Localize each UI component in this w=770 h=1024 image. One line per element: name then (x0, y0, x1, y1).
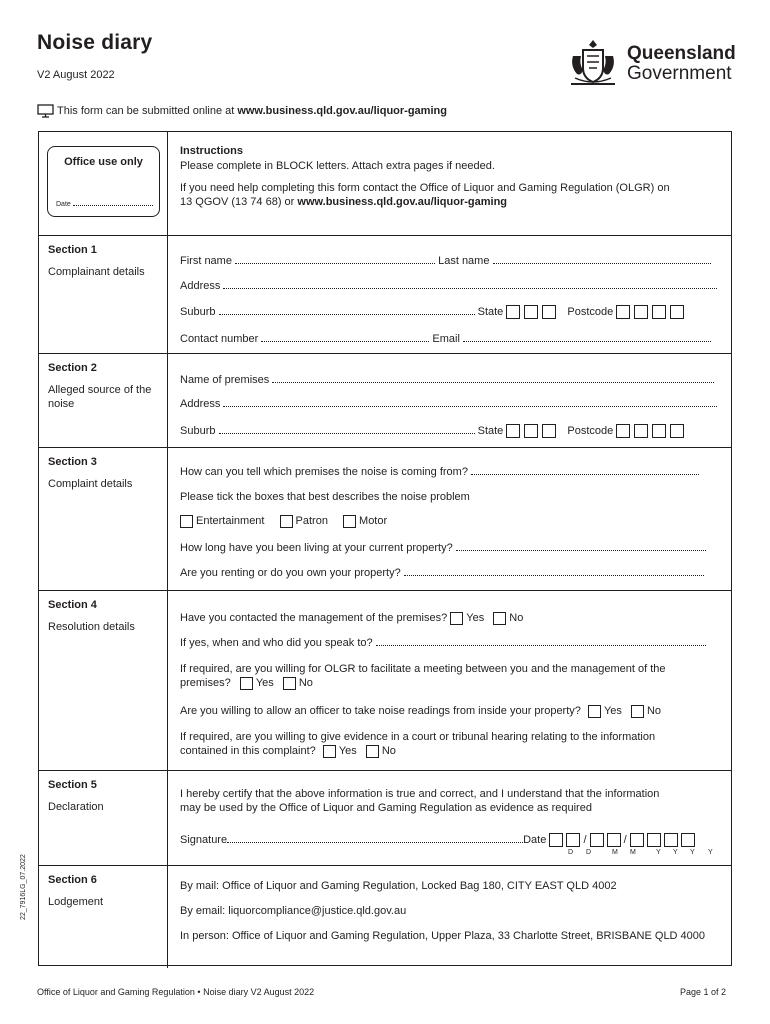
lodge-in-person: In person: Office of Liquor and Gaming Regulation, Upper Plaza, 33 Charlotte Street, BRISBANE QLD 4000 (180, 930, 706, 942)
date-m1-label: M (612, 849, 618, 856)
date-y1-label: Y (656, 849, 661, 856)
section-4-heading: Section 4 (48, 599, 97, 611)
premises-address-field[interactable] (223, 397, 717, 407)
state-box-2[interactable] (524, 305, 538, 319)
instructions-line2: If you need help completing this form contact the Office of Liquor and Gaming Regulation (OLGR) on (180, 182, 670, 194)
instructions-url[interactable]: www.business.qld.gov.au/liquor-gaming (297, 196, 508, 208)
address-row (180, 279, 717, 293)
duration-field[interactable] (456, 541, 706, 551)
premises-state-box-1[interactable] (506, 424, 520, 438)
section-6-heading: Section 6 (48, 874, 97, 886)
contacted-no-checkbox[interactable] (493, 612, 506, 625)
entertainment-label: Entertainment (196, 515, 265, 527)
logo-queensland: Queensland (627, 43, 736, 64)
meeting-yes-label: Yes (255, 677, 274, 689)
online-text: This form can be submitted online at (57, 105, 235, 117)
entertainment-checkbox[interactable] (180, 515, 193, 528)
section-6-subtitle: Lodgement (48, 896, 104, 908)
section-4-subtitle: Resolution details (48, 621, 135, 633)
section-5-heading: Section 5 (48, 779, 97, 791)
date-d2-label: D (586, 849, 592, 856)
meeting-line1: If required, are you willing for OLGR to facilitate a meeting between you and the management of the (180, 663, 666, 675)
source-question-label: How can you tell which premises the noise is coming from? (180, 466, 468, 478)
postcode-box-4[interactable] (670, 305, 684, 319)
contacted-yes-checkbox[interactable] (450, 612, 463, 625)
duration-row (180, 541, 706, 555)
section-5 (39, 770, 731, 866)
first-name-field[interactable] (235, 254, 435, 264)
name-row (180, 254, 711, 268)
meeting-line2 (180, 676, 313, 690)
premises-row (180, 373, 714, 387)
lodge-mail: By mail: Office of Liquor and Gaming Regulation, Locked Bag 180, CITY EAST QLD 4002 (180, 880, 617, 892)
evidence-no-checkbox[interactable] (366, 745, 379, 758)
noise-diary-form (38, 131, 732, 966)
qld-gov-logo (565, 34, 740, 90)
instructions-line1: Please complete in BLOCK letters. Attach extra pages if needed. (180, 160, 495, 172)
evidence-line2 (180, 744, 396, 758)
suburb-field[interactable] (219, 305, 475, 315)
instructions-section (39, 132, 731, 235)
signature-field[interactable] (227, 833, 523, 843)
tenure-row (180, 566, 704, 580)
patron-checkbox[interactable] (280, 515, 293, 528)
source-question-field[interactable] (471, 465, 699, 475)
date-year-box-3[interactable] (664, 833, 678, 847)
premises-state-box-3[interactable] (542, 424, 556, 438)
patron-label: Patron (295, 515, 328, 527)
date-year-box-1[interactable] (630, 833, 644, 847)
section-1-heading: Section 1 (48, 244, 97, 256)
premises-postcode-box-1[interactable] (616, 424, 630, 438)
date-day-box-1[interactable] (549, 833, 563, 847)
premises-postcode-box-4[interactable] (670, 424, 684, 438)
last-name-label: Last name (438, 255, 490, 267)
date-m2-label: M (630, 849, 636, 856)
meeting-no-checkbox[interactable] (283, 677, 296, 690)
signature-label: Signature (180, 834, 228, 846)
instructions-heading: Instructions (180, 145, 243, 157)
date-y3-label: Y (690, 849, 695, 856)
last-name-field[interactable] (493, 254, 711, 264)
section-4 (39, 590, 731, 771)
evidence-label: contained in this complaint? (180, 745, 316, 757)
email-field[interactable] (463, 332, 711, 342)
date-slash-1: / (583, 834, 587, 846)
contacted-label: Have you contacted the management of the premises? (180, 612, 448, 624)
meeting-yes-checkbox[interactable] (240, 677, 253, 690)
premises-suburb-label: Suburb (180, 425, 216, 437)
contact-row (180, 332, 711, 346)
section-1 (39, 235, 731, 354)
postcode-label: Postcode (567, 306, 614, 318)
spoke-field[interactable] (376, 636, 706, 646)
premises-postcode-box-2[interactable] (634, 424, 648, 438)
readings-row (180, 704, 661, 718)
address-field[interactable] (223, 279, 717, 289)
date-y2-label: Y (673, 849, 678, 856)
section-3 (39, 447, 731, 591)
state-box-3[interactable] (542, 305, 556, 319)
readings-label: Are you willing to allow an officer to take noise readings from inside your property? (180, 705, 581, 717)
instructions-line3 (180, 195, 507, 209)
section-3-heading: Section 3 (48, 456, 97, 468)
section-2-heading: Section 2 (48, 362, 97, 374)
office-date-field[interactable] (56, 200, 156, 208)
logo-government: Government (627, 63, 732, 84)
evidence-line1: If required, are you willing to give evidence in a court or tribunal hearing relating to the information (180, 731, 656, 743)
premises-suburb-field[interactable] (219, 424, 475, 434)
section-3-subtitle: Complaint details (48, 478, 133, 490)
spoke-row (180, 636, 706, 650)
section-2-subtitle: Alleged source of the noise (48, 384, 152, 410)
online-url[interactable]: www.business.qld.gov.au/liquor-gaming (237, 105, 447, 117)
evidence-yes-checkbox[interactable] (323, 745, 336, 758)
premises-label: Name of premises (180, 374, 270, 386)
date-year-box-4[interactable] (681, 833, 695, 847)
evidence-no-label: No (381, 745, 396, 757)
suburb-row (180, 305, 684, 319)
state-box-1[interactable] (506, 305, 520, 319)
premises-postcode-box-3[interactable] (652, 424, 666, 438)
date-month-box-2[interactable] (607, 833, 621, 847)
premises-address-row (180, 397, 717, 411)
source-question-row (180, 465, 699, 479)
declaration-line1: I hereby certify that the above information is true and correct, and I understand that the information (180, 788, 660, 800)
date-year-box-2[interactable] (647, 833, 661, 847)
postcode-box-3[interactable] (652, 305, 666, 319)
coat-of-arms-icon (565, 34, 621, 90)
contacted-yes-label: Yes (466, 612, 485, 624)
postcode-box-1[interactable] (616, 305, 630, 319)
footer-text: Office of Liquor and Gaming Regulation • Noise diary V2 August 2022 (37, 987, 315, 997)
contact-label: Contact number (180, 333, 259, 345)
date-day-box-2[interactable] (566, 833, 580, 847)
office-use-title: Office use only (64, 156, 143, 168)
date-y4-label: Y (708, 849, 713, 856)
signature-row (180, 833, 695, 847)
office-date-label: Date (56, 201, 71, 208)
tenure-field[interactable] (404, 566, 704, 576)
page-title: Noise diary (37, 31, 153, 54)
meeting-no-label: No (298, 677, 313, 689)
contact-field[interactable] (261, 332, 429, 342)
office-use-box (47, 146, 160, 217)
declaration-line2: may be used by the Office of Liquor and Gaming Regulation as evidence as required (180, 802, 592, 814)
premises-address-label: Address (180, 398, 221, 410)
form-code: 22_7916LG_07.2022 (20, 854, 27, 920)
contacted-no-label: No (509, 612, 524, 624)
online-notice (37, 104, 447, 118)
date-slash-2: / (623, 834, 627, 846)
state-label: State (477, 306, 504, 318)
readings-yes-checkbox[interactable] (588, 705, 601, 718)
premises-postcode-label: Postcode (567, 425, 614, 437)
section-2 (39, 353, 731, 448)
meeting-label: premises? (180, 677, 231, 689)
noise-type-row (180, 514, 387, 528)
readings-no-checkbox[interactable] (631, 705, 644, 718)
readings-no-label: No (646, 705, 662, 717)
section-6 (39, 865, 731, 968)
section-5-subtitle: Declaration (48, 801, 104, 813)
instructions-line3-text: 13 QGOV (13 74 68) or (180, 196, 298, 208)
page-number: Page 1 of 2 (680, 987, 727, 997)
motor-checkbox[interactable] (343, 515, 356, 528)
premises-state-label: State (477, 425, 504, 437)
evidence-yes-label: Yes (338, 745, 357, 757)
suburb-label: Suburb (180, 306, 216, 318)
section-1-subtitle: Complainant details (48, 266, 145, 278)
tick-instruction: Please tick the boxes that best describes the noise problem (180, 491, 470, 503)
postcode-box-2[interactable] (634, 305, 648, 319)
premises-state-box-2[interactable] (524, 424, 538, 438)
tenure-label: Are you renting or do you own your property? (180, 567, 401, 579)
date-label: Date (523, 834, 547, 846)
monitor-icon (37, 104, 54, 118)
address-label: Address (180, 280, 221, 292)
date-month-box-1[interactable] (590, 833, 604, 847)
readings-yes-label: Yes (603, 705, 622, 717)
motor-label: Motor (359, 515, 388, 527)
premises-suburb-row (180, 424, 684, 438)
lodge-email[interactable]: By email: liquorcompliance@justice.qld.gov.au (180, 905, 407, 917)
premises-field[interactable] (272, 373, 714, 383)
contacted-row (180, 611, 523, 625)
first-name-label: First name (180, 255, 232, 267)
version-label: V2 August 2022 (37, 69, 115, 81)
duration-label: How long have you been living at your current property? (180, 542, 453, 554)
email-label: Email (432, 333, 460, 345)
spoke-label: If yes, when and who did you speak to? (180, 637, 373, 649)
date-d1-label: D (568, 849, 574, 856)
